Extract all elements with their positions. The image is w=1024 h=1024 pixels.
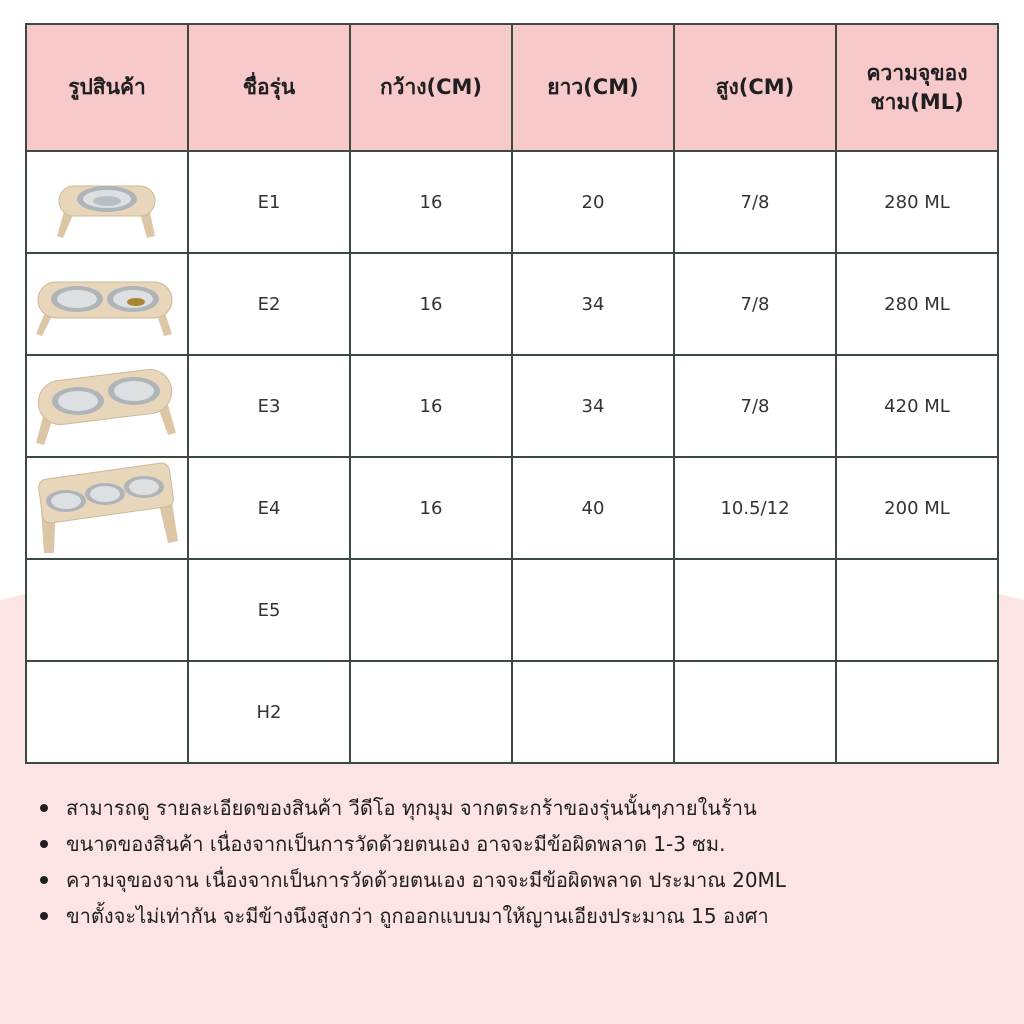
table-row [26, 151, 998, 253]
table-row [26, 661, 998, 763]
capacity-value: 280 ML [836, 253, 998, 355]
header-height: สูง(CM) [674, 24, 836, 151]
product-image-cell [26, 457, 188, 559]
note-text: ความจุของจาน เนื่องจากเป็นการวัดด้วยตนเอง อาจจะมีข้อผิดพลาด ประมาณ 20ML [66, 868, 786, 892]
bullet-icon [40, 840, 48, 848]
height-value: 10.5/12 [674, 457, 836, 559]
note-text: สามารถดู รายละเอียดของสินค้า วีดีโอ ทุกมุม จากตระกร้าของรุ่นนั้นๆภายในร้าน [66, 796, 757, 820]
bullet-icon [40, 912, 48, 920]
capacity-value: 200 ML [836, 457, 998, 559]
header-bowl-capacity-label: ความจุของชาม(ML) [866, 61, 968, 114]
header-width: กว้าง(CM) [350, 24, 512, 151]
width-value: 16 [350, 253, 512, 355]
width-value: 16 [350, 355, 512, 457]
notes-list [40, 790, 990, 934]
length-value: 34 [512, 355, 674, 457]
double-bowl-stand-icon [32, 264, 182, 344]
product-image-cell [26, 151, 188, 253]
length-value: 40 [512, 457, 674, 559]
height-value: 7/8 [674, 355, 836, 457]
table-row [26, 355, 998, 457]
note-item [40, 790, 990, 826]
height-value: 7/8 [674, 151, 836, 253]
capacity-value: 420 ML [836, 355, 998, 457]
product-image-cell-empty [26, 559, 188, 661]
bullet-icon [40, 804, 48, 812]
triple-bowl-stand-icon [32, 461, 182, 556]
height-value [674, 559, 836, 661]
single-bowl-stand-icon [47, 162, 167, 242]
table-header-row [26, 24, 998, 151]
product-spec-table [25, 23, 999, 764]
note-text: ขนาดของสินค้า เนื่องจากเป็นการวัดด้วยตนเอง อาจจะมีข้อผิดพลาด 1-3 ซม. [66, 832, 726, 856]
height-value [674, 661, 836, 763]
capacity-value [836, 661, 998, 763]
length-value [512, 661, 674, 763]
table-row [26, 253, 998, 355]
bullet-icon [40, 876, 48, 884]
length-value [512, 559, 674, 661]
header-bowl-capacity [836, 24, 998, 151]
note-item [40, 826, 990, 862]
length-value: 34 [512, 253, 674, 355]
note-text: ขาตั้งจะไม่เท่ากัน จะมีข้างนึงสูงกว่า ถูกออกแบบมาให้ญานเอียงประมาณ 15 องศา [66, 904, 769, 928]
header-product-image: รูปสินค้า [26, 24, 188, 151]
table-row [26, 559, 998, 661]
note-item [40, 862, 990, 898]
width-value: 16 [350, 151, 512, 253]
height-value: 7/8 [674, 253, 836, 355]
length-value: 20 [512, 151, 674, 253]
header-length: ยาว(CM) [512, 24, 674, 151]
width-value [350, 661, 512, 763]
product-image-cell [26, 253, 188, 355]
model-name: E3 [188, 355, 350, 457]
header-model-name: ชื่อรุ่น [188, 24, 350, 151]
product-image-cell [26, 355, 188, 457]
width-value: 16 [350, 457, 512, 559]
model-name: H2 [188, 661, 350, 763]
model-name: E2 [188, 253, 350, 355]
table-row [26, 457, 998, 559]
width-value [350, 559, 512, 661]
note-item [40, 898, 990, 934]
model-name: E4 [188, 457, 350, 559]
capacity-value [836, 559, 998, 661]
capacity-value: 280 ML [836, 151, 998, 253]
model-name: E5 [188, 559, 350, 661]
product-image-cell-empty [26, 661, 188, 763]
model-name: E1 [188, 151, 350, 253]
double-bowl-stand-icon [32, 361, 182, 451]
